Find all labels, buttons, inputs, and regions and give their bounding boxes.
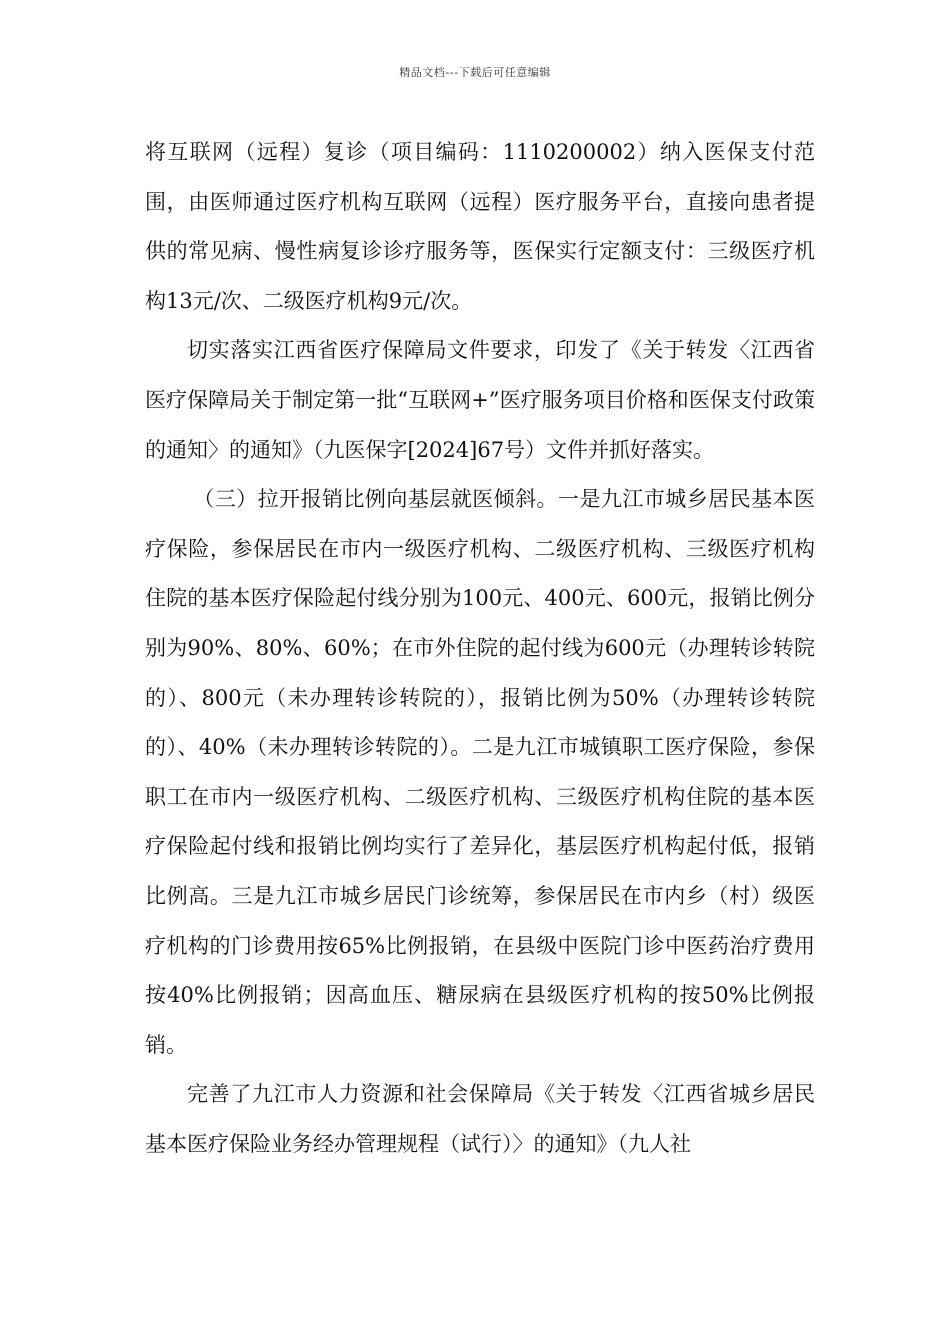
document-body [145, 128, 815, 1169]
page-header: 精品文档---下载后可任意编辑 [399, 66, 551, 79]
paragraph-reimbursement-ratio: （三）拉开报销比例向基层就医倾斜。一是九江市城乡居民基本医疗保险，参保居民在市内一级医疗机构、二级医疗机构、三级医疗机构住院的基本医疗保险起付线分别为100元、400元、600元，报销比例分别为90%、80%、60%；在市外住院的起付线为600元（办理转诊转院的）、800元（未办理转诊转院的），报销比例为50%（办理转诊转院的）、40%（未办理转诊转院的）。二是九江市城镇职工医疗保险，参保职工在市内一级医疗机构、二级医疗机构、三级医疗机构住院的基本医疗保险起付线和报销比例均实行了差异化，基层医疗机构起付低，报销比例高。三是九江市城乡居民门诊统筹，参保居民在市内乡（村）级医疗机构的门诊费用按65%比例报销，在县级中医院门诊中医药治疗费用按40%比例报销；因高血压、糖尿病在县级医疗机构的按50%比例报销。 [145, 487, 815, 1057]
paragraph-telemedicine-payment: 将互联网（远程）复诊（项目编码：1110200002）纳入医保支付范围，由医师通过医疗机构互联网（远程）医疗服务平台，直接向患者提供的常见病、慢性病复诊诊疗服务等，医保实行定额支付：三级医疗机构13元/次、二级医疗机构9元/次。 [145, 140, 815, 313]
paragraph-policy-implementation: 切实落实江西省医疗保障局文件要求，印发了《关于转发〈江西省医疗保障局关于制定第一批“互联网+”医疗服务项目价格和医保支付政策的通知〉的通知》（九医保字[2024]67号）文件并抓好落实。 [145, 338, 815, 462]
paragraph-management-procedure: 完善了九江市人力资源和社会保障局《关于转发〈江西省城乡居民基本医疗保险业务经办管理规程（试行）〉的通知》（九人社 [145, 1082, 815, 1156]
